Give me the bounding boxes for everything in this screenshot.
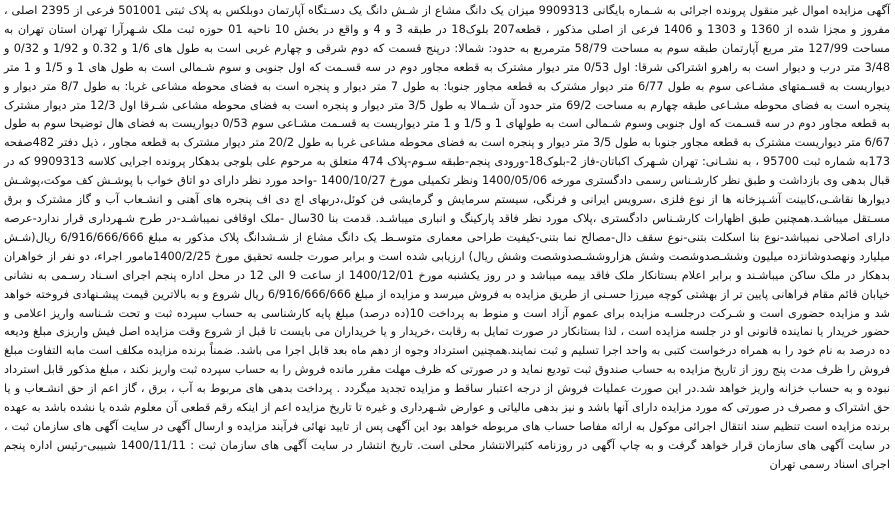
notice-body-text: آگهی مزایده اموال غیر منقول پرونده اجرائی به شـماره بایگانی 9909313 میزان یک دانگ مشاع از شـش دانگ یک دسـتگاه آپارتمان دوبلکس به پلاک ثبتی 501001 فرعی از 2395 اصلی ، مفروز و مجزا شده از 1360 و 1303 و 1406 فرعی از اصلی مذکور ، قطعه207 بلوک18 در طبقه 3 و 4 و واقع در بخش 10 ناحیه 01 حوزه ثبت ملک شـهرآرا تهران استان تهران به مساحت 127/99 متر مربع آپارتمان طبقه سوم به مساحت 58/79 مترمربع به حدود: شمالا: درپنج قسمت که دوم شرقی و چهارم غربی است به طول های 1/6 و 0.32 و 1/92 و 0/32 و 3/48 متر درب و دیوار است به راهرو اشتراکی شرقا: اول 0/53 متر دیوار مشترک به قطعه مجاور دوم در سه قسـمت که اول جنوبی و سوم شـمالی است به طول های 1 و 1/5 و 1 متر دیواریست به قسـمتهای مشـاعی سوم به طول 6/77 متر دیوار مشترک به قطعه مجاور جنوبا: به طول 7 متر دیوار و پنجره است به فضای محوطه مشاعی غربا: به طول 8/7 متر دیوار و پنجره است به فضای محوطه مشـاعی طبقه چهارم به مساحت 69/2 متر حدود آن شـمالا به طول 3/5 متر دیوار و پنجره است به فضای محوطه مشاعی شـرقا اول 12/3 متر دیوار مشترک به قطعه مجاور دوم در سه قسـمت که اول جنوبی وسوم شـمالی است به طولهای 1 و 1/5 و 1 متر دیواریست به قسـمت مشـاعی سوم 0/53 دیواریست به فضای هال توضیحا سوم به طول 6/67 متر دیواریست مشترک به قطعه مجاور جنوبا به طول 3/5 متر دیوار و پنجره است به فضای محوطه مشاعی غربا به طول 20/2 متر دیوار مشترک به قطعه مجاور ، ذیل دفتر 482صفحه 173به شماره ثبت 95700 ، به نشـانی: تهران شـهرک اکباتان-فاز 2-بلوک18-ورودی پنجم-طبقه سـوم-پلاک 474 متعلق به مرحوم علی بلوجی بدهکار پرونده اجرایی کلاسه 9909313 که در قبال بدهی وی بازداشت و طبق نظر کارشـناس رسمی دادگستری مورخه 1400/05/06 ونظر تکمیلی مورخ 1400/10/27 -واحد مورد نظر دارای دو اتاق خواب با پوشـش کف موکت،پوشـش دیوارها نقاشـی،کابینت آشـپزخانه ها از نوع فلزی ،سرویس ایرانی و فرنگی، سیستم سرمایش و گرمایشی فن کوئل،دربهای اچ دی اف پنجره های آهنی و انشـعاب آب و گاز مشترک و برق مسـتقل میباشـد.همچنین طبق اظهارات کارشـناس دادگستری ،پلاک مورد نظر فاقد پارکینگ و انباری میباشـد. قدمت بنا 30سال -ملک اوقافی نمیباشـد-در طرح شـهرداری قرار ندارد-عرصه دارای اصلاحی نمیباشد-نوع بنا اسکلت بتنی-نوع سقف دال-مصالح نما بتنی-کیفیت طراحی معماری متوسـطـ یک دانگ مشاع از شـشدانگ پلاک مذکور به مبلغ 6/916/666/666 ریال(شـش میلیارد ونهصدوشانزده میلیون وششـصدوشصت وشش هزاروششـصدوشصت وشش ریال) ارزیابی شده است و برابر صورت جلسه تحقیق مورخ 1400/2/25مامور اجراء، دو نفر از خواهران بدهکار در ملک ساکن میباشـند و برابر اعلام بستانکار ملک فاقد بیمه میباشد و در روز یکشنبه مورخ 1400/12/01 از ساعت 9 الی 12 در محل اداره پنجم اجرای اسـناد رسـمی به نشانی خیابان قائم مقام فراهانی پایین تر از بهشتی کوچه میرزا حسـنی از طریق مزایده به فروش میرسد و مزایده از مبلغ 6/916/666/666 ریال شروع و به بالاترین قیمت پیشـنهادی فروخته خواهد شد و مزایده حضوری است و شـرکت درجلسـه مزایده برای عموم آزاد است و منوط به پرداخت 10(ده درصد) مبلغ پایه کارشناسی به حساب سپرده ثبت و تحت شـناسه واریز اعلامی و حضور خریدار یا نماینده قانونی او در جلسه مزایده است ، لذا بستانکار در صورت تمایل به رقابت ،خریدار و یا خریداران می بایست تا قبل از شروع وقت مزایده اصل فیش واریزی مبلغ ودیعه ده درصد به نام خود را به همراه درخواست کتبی به واحد اجرا تسلیم و ثبت نمایند.همچنین استرداد وجوه از دهم ماه بعد قابل اجرا می باشد. ضمناً برنده مزایده مکلف است مابه التفاوت مبلغ فروش را ظرف مدت پنج روز از تاریخ مزایده به حساب صندوق ثبت تودیع نماید و در صورتی که ظرف مهلت مقرر مانده فروش را به حساب سپرده ثبت واریز نکند ، مبلغ مذکور قابل استرداد نبوده و به حساب خزانه واریز خواهد شد.در این صورت عملیات فروش از درجه اعتبار ساقط و مزایده تجدید میگردد . پرداخت بدهی های مربوط به آب ، برق ، گاز اعم از حق انشـعاب و یا حق اشتراک و مصرف در صورتی که مورد مزایده دارای آنها باشد و نیز بدهی مالیاتی و عوارض شـهرداری و غیره تا تاریخ مزایده اعم از اینکه رقم قطعی آن معلوم شده یا نشده باشد به عهده برنده مزایده است تنظیم سند انتقال اجرائی موکول به ارائه مفاصا حساب های مربوطه خواهد بود این آگهی پس از تایید نهائی فرآیند مزایده و ارسال آگهی در سایت آگهی های سازمان ثبت ، در سایت آگهی های سازمان قرار خواهد گرفت و به چاپ آگهی در روزنامه کثیرالانتشار محلی است. تاریخ انتشار در سایت آگهی های سازمان ثبت : 1400/11/11 شبیبی-رئیس اداره پنجم اجرای اسناد رسمی تهران (4, 4, 891, 471)
